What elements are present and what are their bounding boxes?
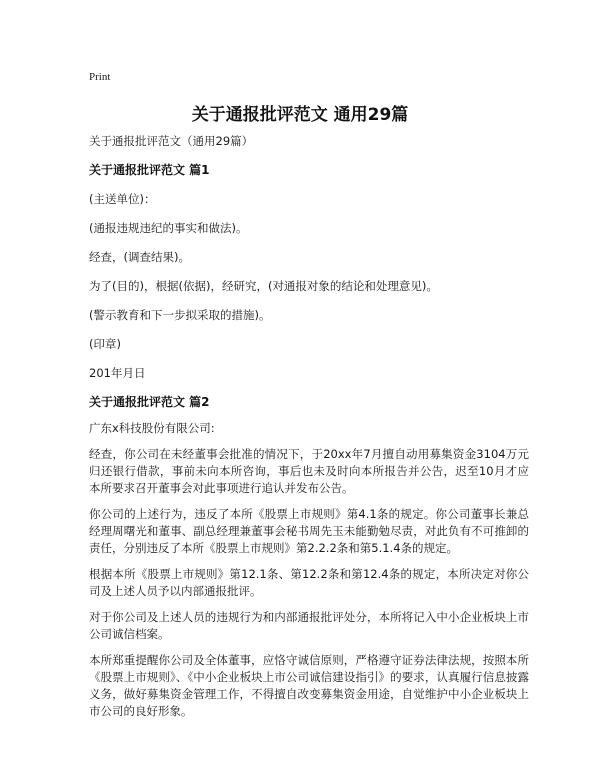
section-2-heading: 关于通报批评范文 篇2	[89, 395, 210, 409]
section-1-heading: 关于通报批评范文 篇1	[89, 163, 210, 177]
section-1-line: (印章)	[89, 337, 121, 351]
section-2-paragraph: 经查，你公司在未经董事会批准的情况下，于20xx年7月擅自动用募集资金3104万元归还银行借款，事前未向本所咨询，事后也未及时向本所报告并公告，迟至10月才应本所要求召开董事会对此事项进行追认并发布公告。	[89, 447, 529, 495]
section-1-line: (通报违规违纪的事实和做法)。	[89, 221, 248, 235]
section-1-line: 201年月日	[89, 366, 146, 380]
section-1-line: (警示教育和下一步拟采取的措施)。	[89, 308, 271, 322]
document-body	[89, 133, 529, 720]
print-label: Print	[89, 71, 111, 83]
section-2-paragraph: 对于你公司及上述人员的违规行为和内部通报批评处分，本所将记入中小企业板块上市公司诚信档案。	[89, 610, 529, 641]
section-1-line: 经查，(调查结果)。	[89, 250, 190, 264]
section-1-line: (主送单位)：	[89, 192, 156, 206]
document-title: 关于通报批评范文 通用29篇	[191, 105, 409, 125]
section-2-paragraph: 你公司的上述行为，违反了本所《股票上市规则》第4.1条的规定。你公司董事长兼总经理周曙光和董事、副总经理兼董事会秘书周先玉未能勤勉尽责，对此负有不可推卸的责任，分别违反了本所《股票上市规则》第2.2.2条和第5.1.4条的规定。	[89, 507, 529, 555]
section-1-line: 为了(目的)，根据(依据)，经研究，(对通报对象的结论和处理意见)。	[89, 279, 438, 293]
section-2-paragraph: 本所郑重提醒你公司及全体董事，应恪守诚信原则，严格遵守证券法律法规，按照本所《股票上市规则》、《中小企业板块上市公司诚信建设指引》的要求，认真履行信息披露义务，做好募集资金管理工作，不得擅自改变募集资金用途，自觉维护中小企业板块上市公司的良好形象。	[89, 653, 529, 718]
section-2-paragraph: 根据本所《股票上市规则》第12.1条、第12.2条和第12.4条的规定，本所决定对你公司及上述人员予以内部通报批评。	[89, 567, 529, 598]
intro-line: 关于通报批评范文（通用29篇）	[89, 134, 254, 148]
section-2-addressee: 广东x科技股份有限公司:	[89, 421, 215, 435]
